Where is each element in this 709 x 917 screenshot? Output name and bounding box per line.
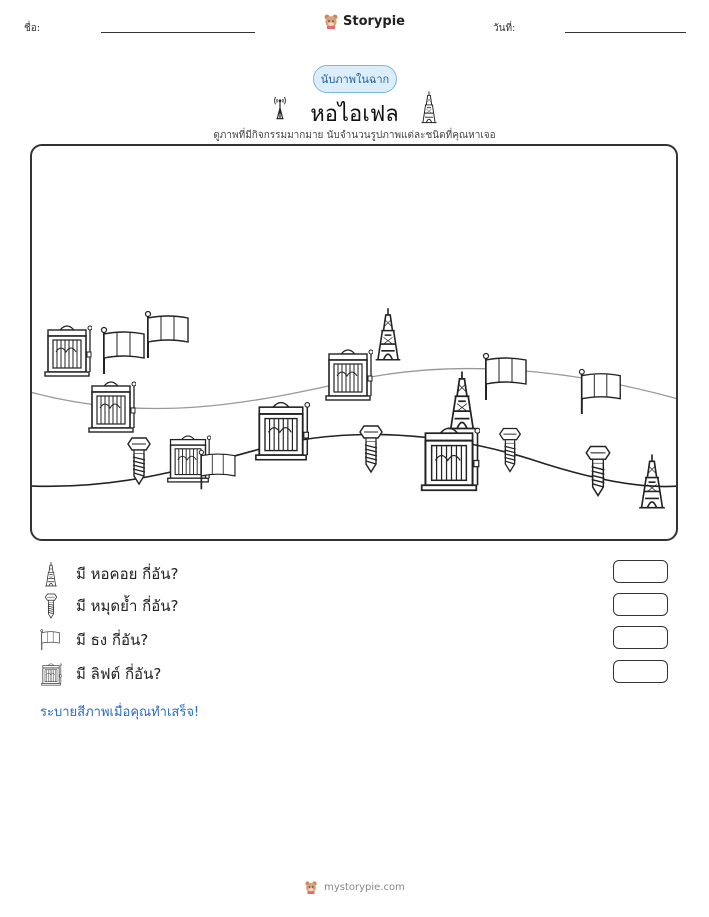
bear-logo-icon [304,880,318,894]
elevator [326,350,373,400]
eiffel-tower-icon [41,561,61,587]
answer-box-flags[interactable] [613,626,668,649]
scene-frame [30,144,678,541]
question-text: มี หมุดย้ำ กี่อัน? [76,597,179,615]
elevator [422,428,480,490]
name-field[interactable] [101,32,255,33]
instructions: ดูภาพที่มีกิจกรรมมากมาย นับจำนวนรูปภาพแต่ละชนิดที่คุณหาเจอ [213,130,496,141]
date-field[interactable] [565,32,686,33]
elevator [45,326,92,376]
date-label: วันที่: [493,23,516,34]
flag [199,450,235,489]
question-flags [40,627,148,653]
answer-box-towers[interactable] [613,560,668,583]
color-instruction: ระบายสีภาพเมื่อคุณทำเสร็จ! [40,705,200,720]
answer-box-screws[interactable] [613,593,668,616]
activity-badge: นับภาพในฉาก [313,65,397,93]
flag [579,369,620,414]
question-text: มี ธง กี่อัน? [76,631,149,649]
question-elevators [40,661,161,687]
brand-logo [323,13,405,29]
page-title: หอไอเฟล [310,102,399,127]
flag [102,328,145,375]
question-text: มี หอคอย กี่อัน? [76,565,179,583]
question-towers [40,561,178,587]
screw [360,426,382,472]
search-scene [30,144,678,541]
eiffel-tower [639,454,665,507]
screw [500,429,521,472]
flag-icon [40,629,62,651]
flag [484,354,527,401]
footer [0,880,709,894]
brand-name: Storypie [343,13,405,29]
screw [586,446,609,495]
eiffel-tower [448,371,475,428]
answer-box-elevators[interactable] [613,660,668,683]
eiffel-tower [376,308,401,360]
question-screws [40,593,178,619]
elevator [256,403,310,460]
elevator [89,382,136,432]
flag [146,312,189,359]
bear-logo-icon [323,13,339,29]
footer-url[interactable]: mystorypie.com [324,881,405,893]
eiffel-tower-icon [418,90,440,124]
elevator-icon [40,662,62,686]
name-label: ชื่อ: [24,23,41,34]
question-text: มี ลิฟต์ กี่อัน? [76,665,162,683]
screw-icon [43,593,59,619]
